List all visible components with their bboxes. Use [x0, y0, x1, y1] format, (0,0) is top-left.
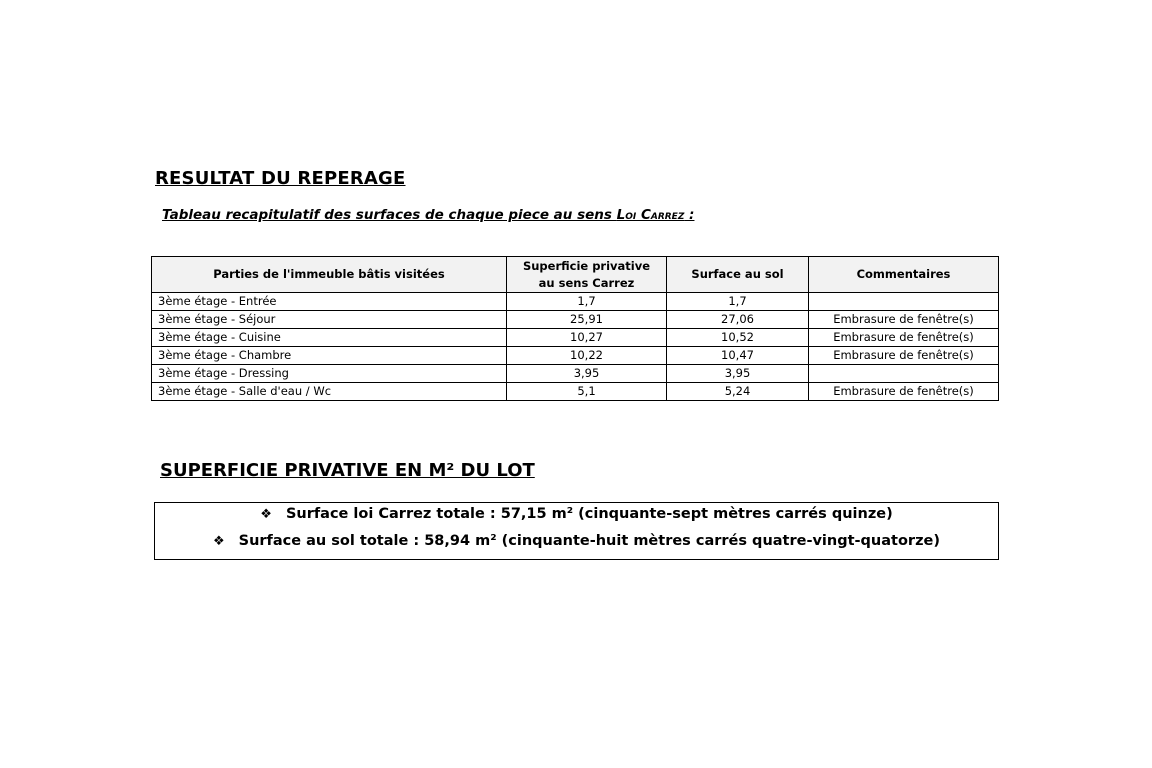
- diamond-bullet-icon: ❖: [260, 507, 272, 522]
- summary-line-carrez: [155, 506, 998, 522]
- surface-table: [151, 256, 999, 401]
- column-header-comment: Commentaires: [809, 257, 999, 293]
- cell-carrez: 10,27: [507, 329, 667, 347]
- cell-sol: 3,95: [667, 365, 809, 383]
- page-title: RESULTAT DU REPERAGE: [155, 168, 406, 189]
- cell-comment: Embrasure de fenêtre(s): [809, 383, 999, 401]
- table-row: [152, 347, 999, 365]
- cell-piece: 3ème étage - Entrée: [152, 293, 507, 311]
- cell-piece: 3ème étage - Dressing: [152, 365, 507, 383]
- cell-carrez: 25,91: [507, 311, 667, 329]
- table-caption: [162, 207, 694, 223]
- cell-sol: 10,52: [667, 329, 809, 347]
- cell-carrez: 3,95: [507, 365, 667, 383]
- column-header-carrez: Superficie privative au sens Carrez: [507, 257, 667, 293]
- cell-sol: 1,7: [667, 293, 809, 311]
- table-caption-text: Tableau recapitulatif des surfaces de chaque piece au sens: [162, 207, 617, 223]
- cell-comment: [809, 365, 999, 383]
- cell-comment: [809, 293, 999, 311]
- cell-carrez: 10,22: [507, 347, 667, 365]
- table-header-row: [152, 257, 999, 293]
- table-row: [152, 365, 999, 383]
- cell-comment: Embrasure de fenêtre(s): [809, 329, 999, 347]
- summary-line-sol: [155, 533, 998, 549]
- cell-carrez: 1,7: [507, 293, 667, 311]
- summary-heading: SUPERFICIE PRIVATIVE EN M² DU LOT: [160, 460, 535, 481]
- cell-sol: 5,24: [667, 383, 809, 401]
- table-caption-law: Loi Carrez: [616, 207, 685, 223]
- cell-sol: 10,47: [667, 347, 809, 365]
- cell-sol: 27,06: [667, 311, 809, 329]
- column-header-sol: Surface au sol: [667, 257, 809, 293]
- cell-comment: Embrasure de fenêtre(s): [809, 347, 999, 365]
- summary-carrez-text: Surface loi Carrez totale : 57,15 m² (cinquante-sept mètres carrés quinze): [285, 506, 893, 522]
- column-header-piece: Parties de l'immeuble bâtis visitées: [152, 257, 507, 293]
- table-row: [152, 293, 999, 311]
- cell-piece: 3ème étage - Chambre: [152, 347, 507, 365]
- cell-piece: 3ème étage - Cuisine: [152, 329, 507, 347]
- cell-piece: 3ème étage - Salle d'eau / Wc: [152, 383, 507, 401]
- diamond-bullet-icon: ❖: [212, 534, 225, 549]
- table-row: [152, 311, 999, 329]
- table-caption-colon: :: [684, 207, 695, 223]
- summary-box: [154, 502, 999, 560]
- table-row: [152, 383, 999, 401]
- table-row: [152, 329, 999, 347]
- cell-carrez: 5,1: [507, 383, 667, 401]
- cell-comment: Embrasure de fenêtre(s): [809, 311, 999, 329]
- summary-sol-text: Surface au sol totale : 58,94 m² (cinquante-huit mètres carrés quatre-vingt-quatorze): [238, 533, 940, 549]
- cell-piece: 3ème étage - Séjour: [152, 311, 507, 329]
